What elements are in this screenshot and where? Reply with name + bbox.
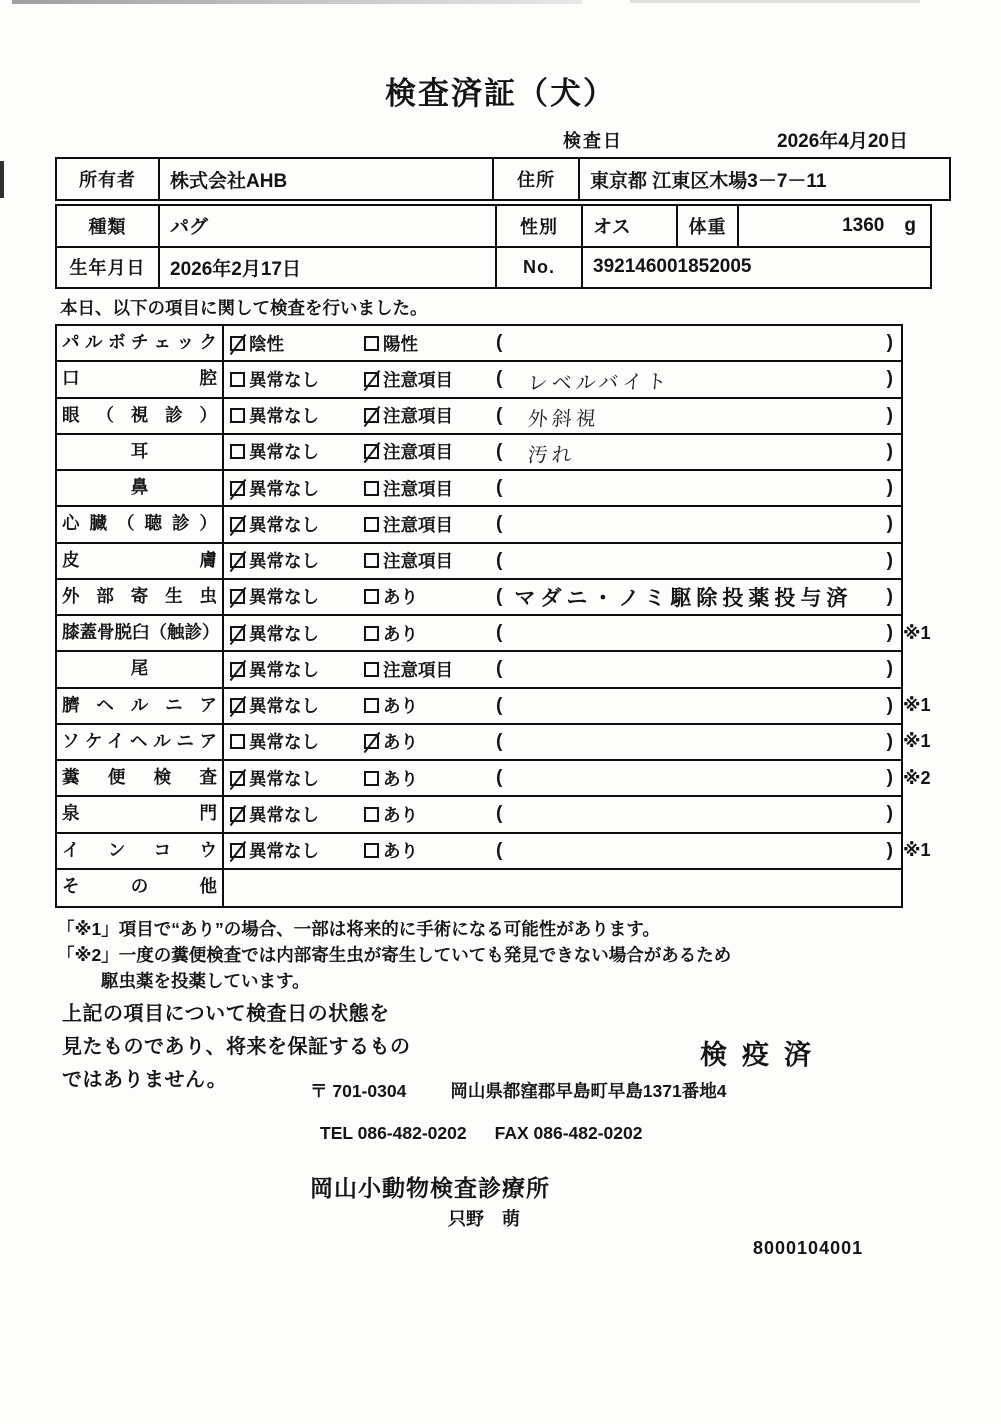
clinic-telfax-line [320, 1123, 642, 1144]
quarantine-passed-stamp: 検疫済 [700, 1040, 826, 1070]
breed-value: パグ [160, 206, 497, 246]
address-value: 東京都 江東区木場3－7－11 [590, 170, 827, 192]
close-paren: ) [886, 730, 893, 752]
checkbox-empty-icon [230, 408, 245, 423]
handwritten-remark: 汚れ [527, 444, 577, 468]
exam-option-label: あり [383, 587, 418, 608]
weight-value: 1360 [842, 214, 885, 236]
exam-item-content [224, 652, 901, 686]
checkbox-checked-icon [364, 372, 379, 387]
exam-option [230, 435, 319, 469]
number-label: No. [497, 248, 583, 288]
exam-item-content [224, 834, 901, 868]
checkbox-checked-icon [230, 517, 245, 532]
close-paren: ) [886, 404, 893, 426]
close-paren: ) [886, 332, 893, 354]
exam-option [364, 362, 453, 396]
exam-option-label: 異常なし [249, 369, 319, 390]
exam-item-content [224, 362, 901, 396]
checkbox-checked-icon [230, 481, 245, 496]
owner-value: 株式会社AHB [160, 159, 494, 199]
exam-option-label: 異常なし [249, 623, 319, 644]
document-title: 検査済証（犬） [385, 76, 616, 111]
footnote-2: 「※2」一度の糞便検査では内部寄生虫が寄生していても発見できない場合があるため [57, 945, 732, 965]
open-paren: ( [496, 803, 503, 825]
clinic-address: 岡山県都窪郡早島町早島1371番地4 [450, 1081, 727, 1101]
document-code: 8000104001 [753, 1238, 864, 1258]
close-paren: ) [886, 839, 893, 861]
exam-option [230, 761, 319, 795]
exam-item-label: その他 [57, 870, 224, 906]
open-paren: ( [496, 767, 503, 789]
remarks-field [496, 507, 893, 541]
remarks-field [496, 544, 893, 578]
exam-option-label: 異常なし [249, 478, 319, 499]
owner-label: 所有者 [57, 159, 160, 199]
disclaimer-line-2: 見たものであり、将来を保証するもの [62, 1036, 411, 1058]
exam-option-label: 異常なし [249, 514, 319, 535]
exam-option [364, 580, 418, 614]
exam-item-content [224, 471, 901, 505]
exam-item-label: 皮膚 [57, 544, 224, 578]
number-value: 392146001852005 [593, 256, 752, 278]
open-paren: ( [496, 513, 503, 535]
checkbox-empty-icon [364, 843, 379, 858]
exam-row [57, 689, 931, 725]
exam-item-label: 心臓（聴診） [57, 507, 224, 541]
exam-row [57, 435, 901, 471]
checkbox-empty-icon [364, 481, 379, 496]
open-paren: ( [496, 730, 503, 752]
exam-option-label: あり [383, 732, 418, 753]
close-paren: ) [886, 477, 893, 499]
exam-item-content [224, 616, 901, 650]
exam-row [57, 507, 901, 543]
weight-label: 体重 [678, 206, 739, 246]
exam-item-label: 外部寄生虫 [57, 580, 224, 614]
exam-item-label: インコウ [57, 834, 224, 868]
exam-row [57, 616, 931, 652]
checkbox-checked-icon [230, 771, 245, 786]
checkbox-checked-icon [230, 843, 245, 858]
exam-option [364, 399, 453, 433]
exam-items-table [55, 324, 931, 908]
exam-row [57, 761, 931, 797]
checkbox-checked-icon [230, 589, 245, 604]
exam-row [57, 580, 901, 616]
close-paren: ) [886, 368, 893, 390]
open-paren: ( [496, 658, 503, 680]
footnote-mark: ※2 [903, 767, 931, 788]
scan-artifact-top [12, 0, 582, 4]
remarks-field [496, 399, 893, 433]
postal-code: 〒 701-0304 [310, 1081, 407, 1101]
exam-option-label: 異常なし [249, 732, 319, 753]
remarks-field [496, 616, 893, 650]
exam-option-label: 異常なし [249, 768, 319, 789]
exam-item-content [224, 725, 901, 759]
remarks-field [496, 689, 893, 723]
exam-option-label: 異常なし [249, 659, 319, 680]
remarks-field [496, 580, 893, 614]
exam-item-content [224, 326, 901, 360]
scan-artifact-top-right [630, 0, 920, 3]
checkbox-checked-icon [230, 553, 245, 568]
close-paren: ) [886, 767, 893, 789]
exam-row [57, 870, 901, 906]
checkbox-empty-icon [364, 517, 379, 532]
checkbox-empty-icon [364, 553, 379, 568]
address-label: 住所 [494, 159, 580, 199]
exam-row [57, 399, 901, 435]
owner-table [55, 157, 951, 201]
disclaimer-line-3: ではありません。 [62, 1069, 228, 1091]
remarks-field [496, 761, 893, 795]
exam-item-content [224, 544, 901, 578]
exam-option-label: 異常なし [249, 551, 319, 572]
exam-item-content [224, 797, 901, 831]
exam-option-label: 注意項目 [383, 514, 453, 535]
exam-item-content [224, 870, 901, 906]
exam-item-label: 眼（視診） [57, 399, 224, 433]
exam-item-label: 臍ヘルニア [57, 689, 224, 723]
footnote-mark: ※1 [903, 731, 931, 752]
checkbox-checked-icon [230, 626, 245, 641]
checkbox-empty-icon [364, 771, 379, 786]
open-paren: ( [496, 839, 503, 861]
checkbox-checked-icon [364, 444, 379, 459]
checkbox-empty-icon [364, 807, 379, 822]
close-paren: ) [886, 549, 893, 571]
checkbox-checked-icon [364, 734, 379, 749]
open-paren: ( [496, 404, 503, 426]
exam-option [364, 761, 418, 795]
exam-item-content [224, 761, 901, 795]
footnote-1: 「※1」項目で“あり”の場合、一部は将来的に手術になる可能性があります。 [57, 919, 660, 939]
exam-option [364, 435, 453, 469]
close-paren: ) [886, 513, 893, 535]
exam-item-label: 鼻 [57, 471, 224, 505]
weight-cell [739, 206, 930, 246]
exam-option [230, 834, 319, 868]
exam-option-label: 注意項目 [383, 551, 453, 572]
sex-value: オス [583, 206, 678, 246]
exam-row [57, 797, 901, 833]
exam-option [364, 507, 453, 541]
exam-item-content [224, 689, 901, 723]
exam-option-label: 異常なし [249, 587, 319, 608]
remark-value: マダニ・ノミ駆除投薬投与済 [514, 586, 853, 610]
exam-item-label: 膝蓋骨脱臼（触診） [57, 616, 224, 650]
close-paren: ) [886, 440, 893, 462]
checkbox-checked-icon [364, 408, 379, 423]
checkbox-empty-icon [230, 444, 245, 459]
clinic-fax: FAX 086-482-0202 [494, 1123, 643, 1143]
exam-date-label: 検査日 [563, 131, 623, 151]
exam-option-label: 異常なし [249, 804, 319, 825]
open-paren: ( [496, 585, 503, 607]
exam-option-label: 注意項目 [383, 442, 453, 463]
open-paren: ( [496, 694, 503, 716]
checkbox-empty-icon [230, 734, 245, 749]
exam-option [364, 797, 418, 831]
remarks-field [496, 471, 893, 505]
exam-option [230, 652, 319, 686]
exam-option [364, 471, 453, 505]
exam-option [364, 544, 453, 578]
exam-option-label: 注意項目 [383, 659, 453, 680]
intro-sentence: 本日、以下の項目に関して検査を行いました。 [60, 298, 428, 318]
checkbox-empty-icon [230, 372, 245, 387]
exam-option [230, 507, 319, 541]
exam-item-content [224, 507, 901, 541]
exam-row [57, 326, 901, 362]
open-paren: ( [496, 368, 503, 390]
exam-row [57, 471, 901, 507]
exam-date-value: 2026年4月20日 [777, 131, 908, 152]
exam-item-label: 耳 [57, 435, 224, 469]
remarks-field [496, 725, 893, 759]
exam-item-label: パルボチェック [57, 326, 224, 360]
disclaimer-line-1: 上記の項目について検査日の状態を [62, 1003, 390, 1025]
remarks-field [496, 326, 893, 360]
open-paren: ( [496, 549, 503, 571]
exam-option [364, 725, 418, 759]
exam-row [57, 834, 931, 870]
exam-option-label: あり [383, 623, 418, 644]
exam-row [57, 544, 901, 580]
exam-option [230, 326, 284, 360]
exam-row [57, 725, 931, 761]
exam-option [230, 399, 319, 433]
exam-option [364, 652, 453, 686]
checkbox-checked-icon [230, 662, 245, 677]
checkbox-checked-icon [230, 336, 245, 351]
exam-item-label: 糞便検査 [57, 761, 224, 795]
exam-row [57, 652, 901, 688]
handwritten-remark: 外斜視 [527, 408, 601, 432]
exam-option-label: 異常なし [249, 841, 319, 862]
open-paren: ( [496, 332, 503, 354]
remarks-field [496, 435, 893, 469]
exam-option-label: 陽性 [383, 333, 418, 354]
veterinarian-name: 只野 萌 [448, 1209, 520, 1229]
exam-option [364, 616, 418, 650]
close-paren: ) [886, 803, 893, 825]
exam-option-label: あり [383, 768, 418, 789]
close-paren: ) [886, 694, 893, 716]
exam-option-label: 注意項目 [383, 478, 453, 499]
exam-item-content [224, 435, 901, 469]
close-paren: ) [886, 622, 893, 644]
remarks-field [496, 834, 893, 868]
footnote-mark: ※1 [903, 695, 931, 716]
exam-item-label: ソケイヘルニア [57, 725, 224, 759]
clinic-tel: TEL 086-482-0202 [320, 1123, 467, 1143]
birthdate-value: 2026年2月17日 [160, 248, 497, 288]
exam-option-label: 注意項目 [383, 369, 453, 390]
exam-option [364, 326, 418, 360]
open-paren: ( [496, 477, 503, 499]
exam-option-label: あり [383, 804, 418, 825]
exam-item-content [224, 580, 901, 614]
exam-option [364, 689, 418, 723]
exam-item-label: 泉門 [57, 797, 224, 831]
exam-option [364, 834, 418, 868]
exam-option [230, 544, 319, 578]
sex-label: 性別 [497, 206, 583, 246]
clinic-name: 岡山小動物検査診療所 [310, 1175, 550, 1201]
footnotes [57, 916, 731, 994]
footnote-mark: ※1 [903, 622, 931, 643]
footnote-2-continued: 駆虫薬を投薬しています。 [101, 971, 310, 991]
exam-option-label: あり [383, 841, 418, 862]
close-paren: ) [886, 658, 893, 680]
exam-item-content [224, 399, 901, 433]
scan-artifact-left-edge [0, 161, 4, 198]
footnote-mark: ※1 [903, 840, 931, 861]
exam-option-label: 異常なし [249, 442, 319, 463]
exam-option [230, 580, 319, 614]
checkbox-checked-icon [230, 698, 245, 713]
exam-option [230, 362, 319, 396]
exam-option-label: あり [383, 696, 418, 717]
clinic-postal-line [310, 1078, 727, 1103]
exam-option [230, 471, 319, 505]
breed-label: 種類 [57, 206, 160, 246]
exam-item-label: 口腔 [57, 362, 224, 396]
exam-option-label: 注意項目 [383, 406, 453, 427]
exam-option [230, 725, 319, 759]
checkbox-empty-icon [364, 589, 379, 604]
remarks-field [496, 797, 893, 831]
exam-option [230, 689, 319, 723]
open-paren: ( [496, 440, 503, 462]
remarks-field [496, 652, 893, 686]
checkbox-empty-icon [364, 698, 379, 713]
close-paren: ) [886, 585, 893, 607]
exam-option-label: 異常なし [249, 696, 319, 717]
remarks-field [496, 362, 893, 396]
open-paren: ( [496, 622, 503, 644]
exam-option-label: 陰性 [249, 333, 284, 354]
exam-option [230, 616, 319, 650]
exam-option-label: 異常なし [249, 406, 319, 427]
handwritten-remark: レベルバイト [527, 371, 672, 395]
exam-item-label: 尾 [57, 652, 224, 686]
exam-option [230, 797, 319, 831]
pet-info-table [55, 204, 932, 289]
checkbox-checked-icon [230, 807, 245, 822]
birthdate-label: 生年月日 [57, 248, 160, 288]
weight-unit: g [904, 214, 916, 236]
checkbox-empty-icon [364, 626, 379, 641]
checkbox-empty-icon [364, 336, 379, 351]
exam-row [57, 362, 901, 398]
checkbox-empty-icon [364, 662, 379, 677]
